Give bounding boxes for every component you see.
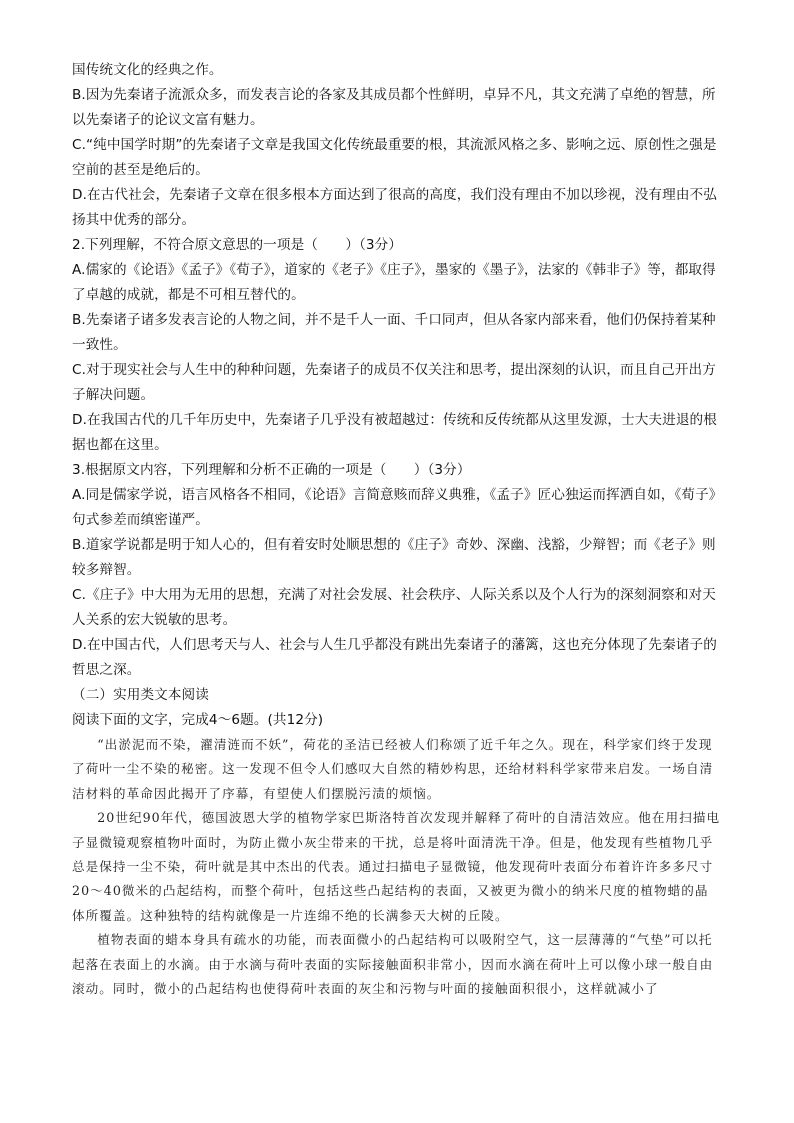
q2-stem: 2.下列理解，不符合原文意思的一项是（ ）（3分） [72,237,403,253]
article-paragraph-1: “出淤泥而不染，濯清涟而不妖”，荷花的圣洁已经被人们称颂了近千年之久。现在，科学家们终于发现了荷叶一尘不染的秘密。这一发现不但令人们感叹大自然的精妙构思，还给材料科学家带来启发。一场自清洁材料的革命因此揭开了序幕，有望使人们摆脱污渍的烦恼。 [72,737,714,801]
q2-option-c: C.对于现实社会与人生中的种种问题，先秦诸子的成员不仅关注和思考，提出深刻的认识，而且自己开出方子解决问题。 [72,362,716,403]
q3-option-d: D.在中国古代，人们思考天与人、社会与人生几乎都没有跳出先秦诸子的藩篱，这也充分体现了先秦诸子的哲思之深。 [72,637,717,678]
document-page [72,58,722,1001]
q3-option-a: A.同是儒家学说，语言风格各不相同，《论语》言简意赅而辞义典雅，《孟子》匠心独运而挥洒自如，《荀子》句式参差而缜密谨严。 [72,487,716,528]
section-2-header [72,683,722,733]
q3-option-c: C.《庄子》中大用为无用的思想，充满了对社会发展、社会秩序、人际关系以及个人行为的深刻洞察和对天人关系的宏大锐敏的思考。 [72,587,716,628]
question-1-tail [72,58,722,233]
question-3 [72,458,722,683]
question-2 [72,233,722,458]
q1-option-a-tail: 国传统文化的经典之作。 [72,62,223,78]
article-text [72,733,722,1001]
q2-option-b: B.先秦诸子诸多发表言论的人物之间，并不是千人一面、千口同声，但从各家内部来看，他们仍保持着某种一致性。 [72,312,716,353]
q2-option-d: D.在我国古代的几千年历史中，先秦诸子几乎没有被超越过：传统和反传统都从这里发源，士大夫进退的根据也都在这里。 [72,412,717,453]
q1-option-d: D.在古代社会，先秦诸子文章在很多根本方面达到了很高的高度，我们没有理由不加以珍视，没有理由不弘扬其中优秀的部分。 [72,187,717,228]
q1-option-c: C.“纯中国学时期”的先秦诸子文章是我国文化传统最重要的根，其流派风格之多、影响之远、原创性之强是空前的甚至是绝后的。 [72,137,717,178]
article-paragraph-3: 植物表面的蜡本身具有疏水的功能，而表面微小的凸起结构可以吸附空气，这一层薄薄的“气垫”可以托起落在表面上的水滴。由于水滴与荷叶表面的实际接触面积非常小，因而水滴在荷叶上可以像小球一般自由滚动。同时，微小的凸起结构也使得荷叶表面的灰尘和污物与叶面的接触面积很小，这样就减小了 [72,932,714,997]
q3-option-b: B.道家学说都是明于知人心的，但有着安时处顺思想的《庄子》奇妙、深幽、浅豁，少辩智；而《老子》则较多辩智。 [72,537,716,578]
section-2-title: （二）实用类文本阅读 [72,687,209,703]
section-2-instruction: 阅读下面的文字，完成4～6题。(共12分) [72,712,324,728]
article-paragraph-2: 20世纪90年代，德国波恩大学的植物学家巴斯洛特首次发现并解释了荷叶的自清洁效应。他在用扫描电子显微镜观察植物叶面时，为防止微小灰尘带来的干扰，总是将叶面清洗干净。但是，他发现有些植物几乎总是保持一尘不染，荷叶就是其中杰出的代表。通过扫描电子显微镜，他发现荷叶表面分布着许许多多尺寸20～40微米的凸起结构，而整个荷叶，包括这些凸起结构的表面，又被更为微小的纳米尺度的植物蜡的晶体所覆盖。这种独特的结构就像是一片连绵不绝的长满参天大树的丘陵。 [72,810,721,923]
q1-option-b: B.因为先秦诸子流派众多，而发表言论的各家及其成员都个性鲜明，卓异不凡，其文充满了卓绝的智慧，所以先秦诸子的论议文富有魅力。 [72,87,716,128]
q2-option-a: A.儒家的《论语》《孟子》《荀子》，道家的《老子》《庄子》，墨家的《墨子》，法家的《韩非子》等，都取得了卓越的成就，都是不可相互替代的。 [72,262,716,303]
q3-stem: 3.根据原文内容，下列理解和分析不正确的一项是（ ）（3分） [72,462,471,478]
